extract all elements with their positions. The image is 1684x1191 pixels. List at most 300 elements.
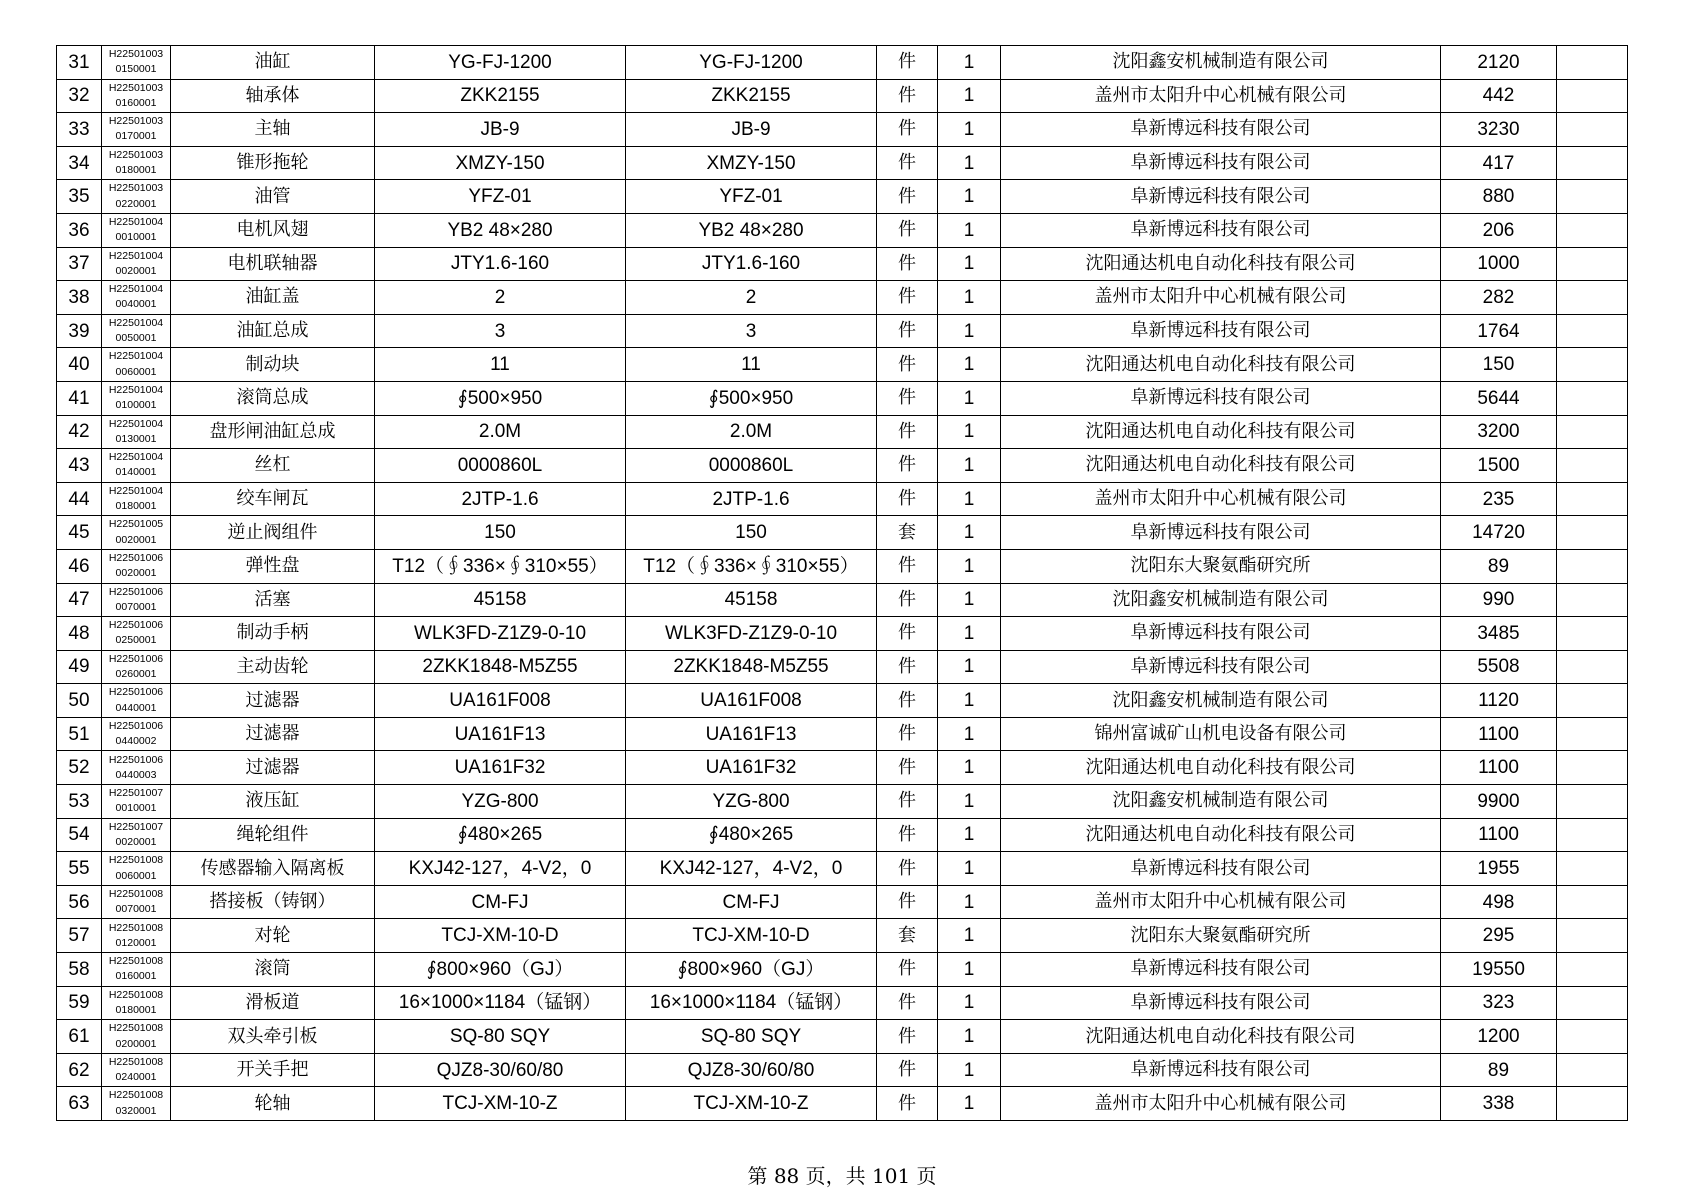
- material-code-cell: [102, 247, 171, 281]
- part-name-cell: 活塞: [171, 583, 375, 617]
- material-code-cell: [102, 46, 171, 80]
- unit-cell: 件: [877, 1020, 938, 1054]
- material-code-prefix: H22501004: [108, 216, 164, 229]
- material-code-suffix: 0020001: [115, 567, 157, 580]
- part-name-cell: 逆止阀组件: [171, 516, 375, 550]
- table-row: [57, 684, 1628, 718]
- row-number-cell: 63: [57, 1087, 102, 1121]
- part-model-cell: 45158: [375, 583, 626, 617]
- supplier-cell: 阜新博远科技有限公司: [1001, 986, 1441, 1020]
- part-name-cell: 传感器输入隔离板: [171, 852, 375, 886]
- material-code-cell: [102, 449, 171, 483]
- material-code-cell: [102, 113, 171, 147]
- supplier-cell: 沈阳通达机电自动化科技有限公司: [1001, 818, 1441, 852]
- part-model-cell: T12（∮336×∮310×55）: [375, 549, 626, 583]
- quantity-cell: 1: [938, 449, 1001, 483]
- row-number-cell: 53: [57, 785, 102, 819]
- material-code-suffix: 0020001: [115, 835, 157, 848]
- quantity-cell: 1: [938, 146, 1001, 180]
- part-name-cell: 主动齿轮: [171, 650, 375, 684]
- quantity-cell: 1: [938, 1053, 1001, 1087]
- supplier-cell: 沈阳通达机电自动化科技有限公司: [1001, 348, 1441, 382]
- material-code-prefix: H22501004: [108, 484, 164, 497]
- price-cell: 3230: [1441, 113, 1557, 147]
- row-number-cell: 41: [57, 381, 102, 415]
- part-model-cell: XMZY-150: [375, 146, 626, 180]
- unit-cell: 件: [877, 953, 938, 987]
- price-cell: 1955: [1441, 852, 1557, 886]
- part-spec-cell: 11: [626, 348, 877, 382]
- material-code-prefix: H22501004: [108, 417, 164, 430]
- row-number-cell: 34: [57, 146, 102, 180]
- table-row: [57, 247, 1628, 281]
- part-name-cell: 过滤器: [171, 717, 375, 751]
- material-code-cell: [102, 852, 171, 886]
- price-cell: 417: [1441, 146, 1557, 180]
- quantity-cell: 1: [938, 213, 1001, 247]
- part-spec-cell: XMZY-150: [626, 146, 877, 180]
- material-code-suffix: 0020001: [115, 264, 157, 277]
- table-row: [57, 650, 1628, 684]
- unit-cell: 件: [877, 986, 938, 1020]
- remark-cell: [1557, 919, 1628, 953]
- part-model-cell: ∮500×950: [375, 381, 626, 415]
- unit-cell: 件: [877, 449, 938, 483]
- supplier-cell: 阜新博远科技有限公司: [1001, 314, 1441, 348]
- part-spec-cell: UA161F008: [626, 684, 877, 718]
- remark-cell: [1557, 650, 1628, 684]
- material-code-cell: [102, 281, 171, 315]
- part-model-cell: ZKK2155: [375, 79, 626, 113]
- quantity-cell: 1: [938, 717, 1001, 751]
- price-cell: 3200: [1441, 415, 1557, 449]
- material-code-cell: [102, 751, 171, 785]
- price-cell: 1100: [1441, 717, 1557, 751]
- part-model-cell: 150: [375, 516, 626, 550]
- row-number-cell: 58: [57, 953, 102, 987]
- part-name-cell: 丝杠: [171, 449, 375, 483]
- part-name-cell: 轮轴: [171, 1087, 375, 1121]
- part-spec-cell: TCJ-XM-10-D: [626, 919, 877, 953]
- material-code-cell: [102, 785, 171, 819]
- table-row: [57, 617, 1628, 651]
- row-number-cell: 47: [57, 583, 102, 617]
- row-number-cell: 38: [57, 281, 102, 315]
- quantity-cell: 1: [938, 617, 1001, 651]
- table-row: [57, 46, 1628, 80]
- price-cell: 89: [1441, 549, 1557, 583]
- material-code-cell: [102, 482, 171, 516]
- material-code-prefix: H22501008: [108, 854, 164, 867]
- unit-cell: 件: [877, 314, 938, 348]
- row-number-cell: 54: [57, 818, 102, 852]
- table-row: [57, 79, 1628, 113]
- supplier-cell: 沈阳鑫安机械制造有限公司: [1001, 583, 1441, 617]
- material-code-cell: [102, 717, 171, 751]
- supplier-cell: 阜新博远科技有限公司: [1001, 650, 1441, 684]
- parts-table-body: [57, 46, 1628, 1121]
- supplier-cell: 沈阳通达机电自动化科技有限公司: [1001, 449, 1441, 483]
- part-model-cell: 3: [375, 314, 626, 348]
- part-model-cell: TCJ-XM-10-D: [375, 919, 626, 953]
- price-cell: 235: [1441, 482, 1557, 516]
- material-code-suffix: 0440001: [115, 701, 157, 714]
- table-row: [57, 213, 1628, 247]
- material-code-cell: [102, 180, 171, 214]
- part-model-cell: TCJ-XM-10-Z: [375, 1087, 626, 1121]
- material-code-suffix: 0070001: [115, 903, 157, 916]
- material-code-suffix: 0220001: [115, 197, 157, 210]
- part-model-cell: JB-9: [375, 113, 626, 147]
- remark-cell: [1557, 617, 1628, 651]
- remark-cell: [1557, 953, 1628, 987]
- row-number-cell: 52: [57, 751, 102, 785]
- material-code-suffix: 0180001: [115, 500, 157, 513]
- unit-cell: 套: [877, 516, 938, 550]
- row-number-cell: 33: [57, 113, 102, 147]
- table-row: [57, 885, 1628, 919]
- remark-cell: [1557, 180, 1628, 214]
- supplier-cell: 沈阳通达机电自动化科技有限公司: [1001, 751, 1441, 785]
- material-code-prefix: H22501003: [108, 115, 164, 128]
- material-code-prefix: H22501006: [108, 585, 164, 598]
- material-code-prefix: H22501008: [108, 887, 164, 900]
- supplier-cell: 盖州市太阳升中心机械有限公司: [1001, 482, 1441, 516]
- row-number-cell: 43: [57, 449, 102, 483]
- remark-cell: [1557, 583, 1628, 617]
- part-name-cell: 油缸: [171, 46, 375, 80]
- quantity-cell: 1: [938, 919, 1001, 953]
- unit-cell: 件: [877, 818, 938, 852]
- material-code-prefix: H22501008: [108, 1022, 164, 1035]
- material-code-suffix: 0140001: [115, 466, 157, 479]
- unit-cell: 件: [877, 415, 938, 449]
- material-code-cell: [102, 885, 171, 919]
- material-code-suffix: 0440002: [115, 735, 157, 748]
- material-code-cell: [102, 684, 171, 718]
- material-code-prefix: H22501008: [108, 921, 164, 934]
- supplier-cell: 阜新博远科技有限公司: [1001, 146, 1441, 180]
- part-name-cell: 制动手柄: [171, 617, 375, 651]
- unit-cell: 件: [877, 852, 938, 886]
- part-spec-cell: UA161F32: [626, 751, 877, 785]
- part-spec-cell: TCJ-XM-10-Z: [626, 1087, 877, 1121]
- unit-cell: 件: [877, 717, 938, 751]
- row-number-cell: 50: [57, 684, 102, 718]
- material-code-prefix: H22501004: [108, 316, 164, 329]
- price-cell: 1500: [1441, 449, 1557, 483]
- supplier-cell: 沈阳通达机电自动化科技有限公司: [1001, 247, 1441, 281]
- remark-cell: [1557, 684, 1628, 718]
- material-code-suffix: 0200001: [115, 1037, 157, 1050]
- unit-cell: 件: [877, 180, 938, 214]
- parts-table: [56, 45, 1628, 1121]
- remark-cell: [1557, 785, 1628, 819]
- part-spec-cell: UA161F13: [626, 717, 877, 751]
- part-name-cell: 电机风翅: [171, 213, 375, 247]
- row-number-cell: 31: [57, 46, 102, 80]
- part-model-cell: UA161F008: [375, 684, 626, 718]
- quantity-cell: 1: [938, 381, 1001, 415]
- part-name-cell: 滚筒总成: [171, 381, 375, 415]
- price-cell: 323: [1441, 986, 1557, 1020]
- remark-cell: [1557, 314, 1628, 348]
- supplier-cell: 阜新博远科技有限公司: [1001, 852, 1441, 886]
- unit-cell: 件: [877, 785, 938, 819]
- part-name-cell: 盘形闸油缸总成: [171, 415, 375, 449]
- part-model-cell: KXJ42-127，4-V2，0: [375, 852, 626, 886]
- table-row: [57, 852, 1628, 886]
- material-code-suffix: 0060001: [115, 365, 157, 378]
- material-code-prefix: H22501006: [108, 551, 164, 564]
- supplier-cell: 盖州市太阳升中心机械有限公司: [1001, 1087, 1441, 1121]
- material-code-prefix: H22501004: [108, 350, 164, 363]
- row-number-cell: 51: [57, 717, 102, 751]
- material-code-prefix: H22501008: [108, 1089, 164, 1102]
- remark-cell: [1557, 415, 1628, 449]
- quantity-cell: 1: [938, 818, 1001, 852]
- supplier-cell: 盖州市太阳升中心机械有限公司: [1001, 885, 1441, 919]
- part-name-cell: 滑板道: [171, 986, 375, 1020]
- material-code-prefix: H22501008: [108, 1055, 164, 1068]
- unit-cell: 套: [877, 919, 938, 953]
- material-code-cell: [102, 415, 171, 449]
- material-code-cell: [102, 818, 171, 852]
- row-number-cell: 37: [57, 247, 102, 281]
- part-name-cell: 油缸盖: [171, 281, 375, 315]
- unit-cell: 件: [877, 751, 938, 785]
- part-spec-cell: 2ZKK1848-M5Z55: [626, 650, 877, 684]
- quantity-cell: 1: [938, 583, 1001, 617]
- quantity-cell: 1: [938, 953, 1001, 987]
- row-number-cell: 32: [57, 79, 102, 113]
- part-model-cell: YFZ-01: [375, 180, 626, 214]
- row-number-cell: 46: [57, 549, 102, 583]
- remark-cell: [1557, 885, 1628, 919]
- price-cell: 5644: [1441, 381, 1557, 415]
- supplier-cell: 锦州富诚矿山机电设备有限公司: [1001, 717, 1441, 751]
- quantity-cell: 1: [938, 684, 1001, 718]
- part-model-cell: 0000860L: [375, 449, 626, 483]
- table-row: [57, 1087, 1628, 1121]
- part-model-cell: YZG-800: [375, 785, 626, 819]
- material-code-prefix: H22501006: [108, 753, 164, 766]
- part-spec-cell: WLK3FD-Z1Z9-0-10: [626, 617, 877, 651]
- material-code-prefix: H22501008: [108, 988, 164, 1001]
- material-code-suffix: 0120001: [115, 936, 157, 949]
- row-number-cell: 48: [57, 617, 102, 651]
- material-code-cell: [102, 617, 171, 651]
- table-row: [57, 549, 1628, 583]
- material-code-suffix: 0250001: [115, 634, 157, 647]
- supplier-cell: 沈阳鑫安机械制造有限公司: [1001, 785, 1441, 819]
- remark-cell: [1557, 381, 1628, 415]
- part-spec-cell: T12（∮336×∮310×55）: [626, 549, 877, 583]
- material-code-suffix: 0050001: [115, 332, 157, 345]
- material-code-prefix: H22501004: [108, 283, 164, 296]
- unit-cell: 件: [877, 684, 938, 718]
- table-row: [57, 986, 1628, 1020]
- material-code-suffix: 0060001: [115, 869, 157, 882]
- material-code-suffix: 0160001: [115, 970, 157, 983]
- supplier-cell: 阜新博远科技有限公司: [1001, 381, 1441, 415]
- material-code-cell: [102, 1020, 171, 1054]
- material-code-suffix: 0180001: [115, 1003, 157, 1016]
- material-code-suffix: 0010001: [115, 802, 157, 815]
- price-cell: 990: [1441, 583, 1557, 617]
- material-code-prefix: H22501004: [108, 249, 164, 262]
- price-cell: 295: [1441, 919, 1557, 953]
- price-cell: 5508: [1441, 650, 1557, 684]
- price-cell: 9900: [1441, 785, 1557, 819]
- material-code-suffix: 0440003: [115, 768, 157, 781]
- remark-cell: [1557, 549, 1628, 583]
- material-code-prefix: H22501008: [108, 955, 164, 968]
- table-row: [57, 953, 1628, 987]
- material-code-prefix: H22501005: [108, 518, 164, 531]
- remark-cell: [1557, 717, 1628, 751]
- material-code-cell: [102, 146, 171, 180]
- quantity-cell: 1: [938, 549, 1001, 583]
- part-spec-cell: JB-9: [626, 113, 877, 147]
- part-spec-cell: YZG-800: [626, 785, 877, 819]
- part-name-cell: 绳轮组件: [171, 818, 375, 852]
- quantity-cell: 1: [938, 1087, 1001, 1121]
- part-model-cell: UA161F32: [375, 751, 626, 785]
- quantity-cell: 1: [938, 314, 1001, 348]
- part-spec-cell: SQ-80 SQY: [626, 1020, 877, 1054]
- remark-cell: [1557, 1053, 1628, 1087]
- part-spec-cell: 2JTP-1.6: [626, 482, 877, 516]
- part-spec-cell: YB2 48×280: [626, 213, 877, 247]
- material-code-prefix: H22501006: [108, 619, 164, 632]
- material-code-cell: [102, 1087, 171, 1121]
- remark-cell: [1557, 213, 1628, 247]
- unit-cell: 件: [877, 79, 938, 113]
- remark-cell: [1557, 516, 1628, 550]
- remark-cell: [1557, 818, 1628, 852]
- remark-cell: [1557, 1087, 1628, 1121]
- material-code-prefix: H22501003: [108, 182, 164, 195]
- part-model-cell: ∮480×265: [375, 818, 626, 852]
- part-name-cell: 油管: [171, 180, 375, 214]
- part-model-cell: 2: [375, 281, 626, 315]
- material-code-cell: [102, 1053, 171, 1087]
- part-model-cell: UA161F13: [375, 717, 626, 751]
- material-code-prefix: H22501007: [108, 787, 164, 800]
- material-code-suffix: 0010001: [115, 231, 157, 244]
- quantity-cell: 1: [938, 247, 1001, 281]
- table-row: [57, 348, 1628, 382]
- unit-cell: 件: [877, 482, 938, 516]
- part-name-cell: 液压缸: [171, 785, 375, 819]
- price-cell: 89: [1441, 1053, 1557, 1087]
- row-number-cell: 56: [57, 885, 102, 919]
- table-row: [57, 180, 1628, 214]
- part-spec-cell: 16×1000×1184（锰钢）: [626, 986, 877, 1020]
- material-code-suffix: 0040001: [115, 298, 157, 311]
- row-number-cell: 35: [57, 180, 102, 214]
- quantity-cell: 1: [938, 281, 1001, 315]
- remark-cell: [1557, 449, 1628, 483]
- part-name-cell: 轴承体: [171, 79, 375, 113]
- material-code-prefix: H22501004: [108, 384, 164, 397]
- unit-cell: 件: [877, 617, 938, 651]
- table-row: [57, 113, 1628, 147]
- unit-cell: 件: [877, 348, 938, 382]
- part-name-cell: 锥形拖轮: [171, 146, 375, 180]
- material-code-prefix: H22501006: [108, 686, 164, 699]
- price-cell: 14720: [1441, 516, 1557, 550]
- quantity-cell: 1: [938, 482, 1001, 516]
- table-row: [57, 516, 1628, 550]
- part-spec-cell: YG-FJ-1200: [626, 46, 877, 80]
- unit-cell: 件: [877, 549, 938, 583]
- row-number-cell: 62: [57, 1053, 102, 1087]
- price-cell: 498: [1441, 885, 1557, 919]
- remark-cell: [1557, 46, 1628, 80]
- remark-cell: [1557, 348, 1628, 382]
- price-cell: 1200: [1441, 1020, 1557, 1054]
- table-row: [57, 449, 1628, 483]
- table-row: [57, 785, 1628, 819]
- row-number-cell: 49: [57, 650, 102, 684]
- part-spec-cell: ∮480×265: [626, 818, 877, 852]
- part-spec-cell: 2: [626, 281, 877, 315]
- table-row: [57, 583, 1628, 617]
- material-code-prefix: H22501004: [108, 451, 164, 464]
- material-code-prefix: H22501006: [108, 652, 164, 665]
- part-spec-cell: KXJ42-127，4-V2，0: [626, 852, 877, 886]
- material-code-suffix: 0150001: [115, 63, 157, 76]
- material-code-cell: [102, 953, 171, 987]
- part-model-cell: CM-FJ: [375, 885, 626, 919]
- supplier-cell: 阜新博远科技有限公司: [1001, 1053, 1441, 1087]
- unit-cell: 件: [877, 146, 938, 180]
- material-code-suffix: 0260001: [115, 667, 157, 680]
- remark-cell: [1557, 247, 1628, 281]
- part-name-cell: 双头牵引板: [171, 1020, 375, 1054]
- quantity-cell: 1: [938, 415, 1001, 449]
- remark-cell: [1557, 986, 1628, 1020]
- material-code-suffix: 0240001: [115, 1071, 157, 1084]
- table-row: [57, 919, 1628, 953]
- supplier-cell: 阜新博远科技有限公司: [1001, 617, 1441, 651]
- material-code-cell: [102, 314, 171, 348]
- part-spec-cell: 3: [626, 314, 877, 348]
- row-number-cell: 44: [57, 482, 102, 516]
- supplier-cell: 盖州市太阳升中心机械有限公司: [1001, 79, 1441, 113]
- material-code-cell: [102, 213, 171, 247]
- price-cell: 150: [1441, 348, 1557, 382]
- price-cell: 19550: [1441, 953, 1557, 987]
- quantity-cell: 1: [938, 348, 1001, 382]
- part-model-cell: QJZ8-30/60/80: [375, 1053, 626, 1087]
- supplier-cell: 阜新博远科技有限公司: [1001, 213, 1441, 247]
- material-code-suffix: 0130001: [115, 432, 157, 445]
- supplier-cell: 阜新博远科技有限公司: [1001, 180, 1441, 214]
- part-spec-cell: CM-FJ: [626, 885, 877, 919]
- material-code-cell: [102, 516, 171, 550]
- part-name-cell: 油缸总成: [171, 314, 375, 348]
- material-code-cell: [102, 583, 171, 617]
- material-code-cell: [102, 348, 171, 382]
- row-number-cell: 40: [57, 348, 102, 382]
- remark-cell: [1557, 281, 1628, 315]
- unit-cell: 件: [877, 46, 938, 80]
- material-code-cell: [102, 919, 171, 953]
- supplier-cell: 沈阳东大聚氨酯研究所: [1001, 919, 1441, 953]
